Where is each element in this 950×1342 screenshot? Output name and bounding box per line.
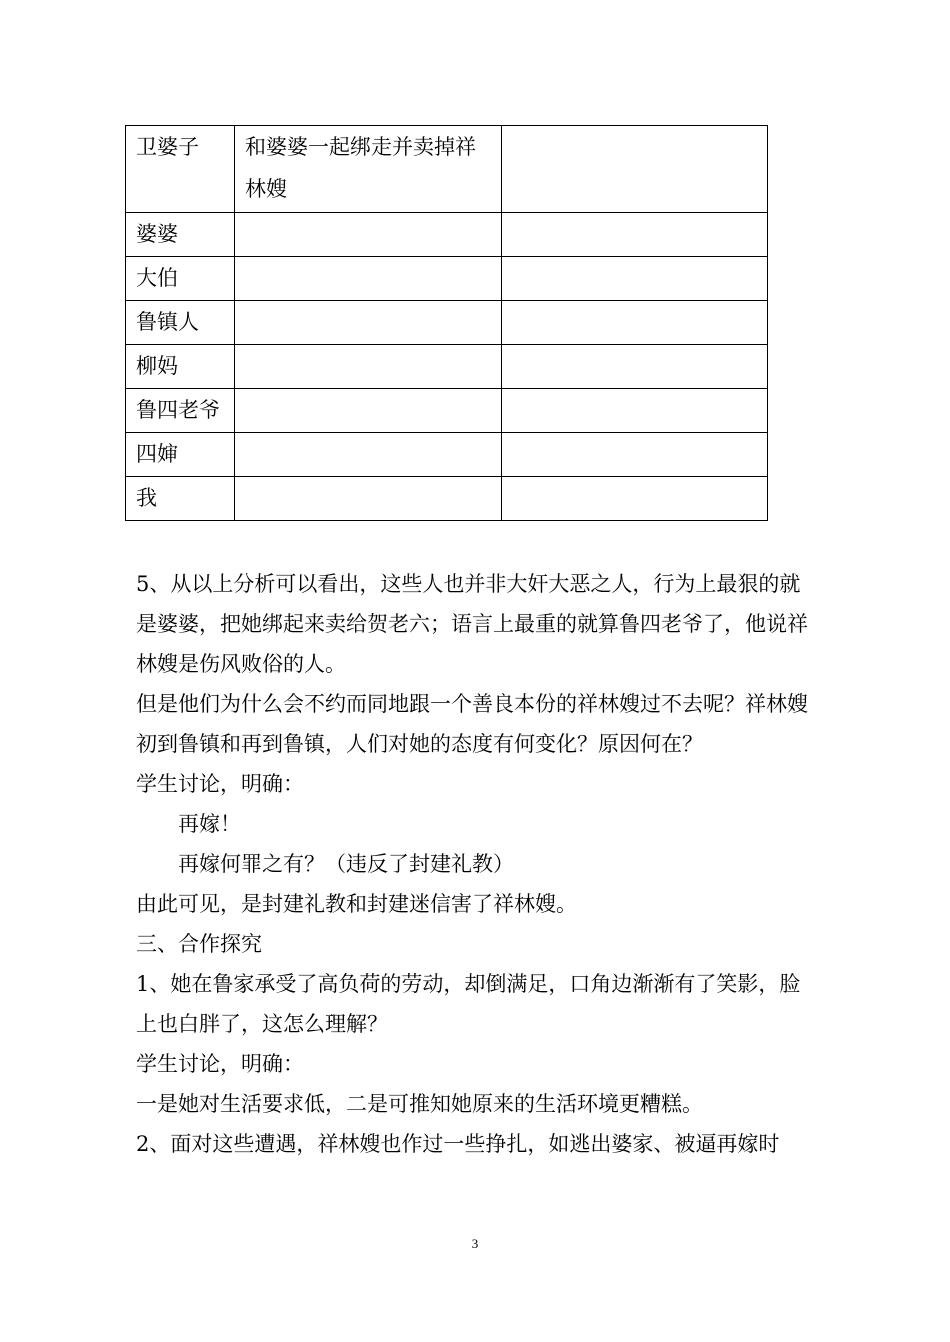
paragraph: 由此可见，是封建礼教和封建迷信害了祥林嫂。 [136,892,577,916]
body-text [136,564,816,1164]
character-name-cell: 四婶 [126,433,235,477]
character-analysis-table [125,125,768,521]
character-note-cell [502,345,768,389]
paragraph: 但是他们为什么会不约而同地跟一个善良本份的祥林嫂过不去呢？祥林嫂初到鲁镇和再到鲁镇，人们对她的态度有何变化？原因何在？ [136,692,808,756]
character-note-cell [502,257,768,301]
table-row [126,213,768,257]
character-note-cell [502,433,768,477]
table-row [126,345,768,389]
character-action-cell [235,301,502,345]
character-name-cell: 卫婆子 [126,126,235,213]
table-row [126,433,768,477]
page-number: 3 [471,1236,479,1251]
character-action-cell: 和婆婆一起绑走并卖掉祥林嫂 [235,126,502,213]
character-action-cell [235,389,502,433]
paragraph: 5、从以上分析可以看出，这些人也并非大奸大恶之人，行为上最狠的就是婆婆，把她绑起来卖给贺老六；语言上最重的就算鲁四老爷了，他说祥林嫂是伤风败俗的人。 [136,572,808,676]
character-note-cell [502,213,768,257]
character-note-cell [502,477,768,521]
character-note-cell [502,126,768,213]
character-action-cell [235,477,502,521]
table-row [126,477,768,521]
character-name-cell: 鲁镇人 [126,301,235,345]
table-row [126,126,768,213]
character-note-cell [502,301,768,345]
paragraph: 再嫁何罪之有？（违反了封建礼教） [178,852,514,876]
paragraph: 一是她对生活要求低，二是可推知她原来的生活环境更糟糕。 [136,1092,703,1116]
character-note-cell [502,389,768,433]
character-name-cell: 鲁四老爷 [126,389,235,433]
character-name-cell: 柳妈 [126,345,235,389]
paragraph: 学生讨论，明确： [136,772,304,796]
paragraph: 1、她在鲁家承受了高负荷的劳动，却倒满足，口角边渐渐有了笑影，脸上也白胖了，这怎么理解？ [136,972,801,1036]
character-action-cell [235,257,502,301]
paragraph: 学生讨论，明确： [136,1052,304,1076]
paragraph: 2、面对这些遭遇，祥林嫂也作过一些挣扎，如逃出婆家、被逼再嫁时 [136,1132,780,1156]
table-row [126,389,768,433]
character-name-cell: 大伯 [126,257,235,301]
character-action-cell [235,433,502,477]
section-heading: 三、合作探究 [136,932,262,956]
character-action-cell [235,345,502,389]
character-action-cell [235,213,502,257]
paragraph: 再嫁！ [178,812,241,836]
character-name-cell: 婆婆 [126,213,235,257]
table-row [126,301,768,345]
character-name-cell: 我 [126,477,235,521]
table-row [126,257,768,301]
